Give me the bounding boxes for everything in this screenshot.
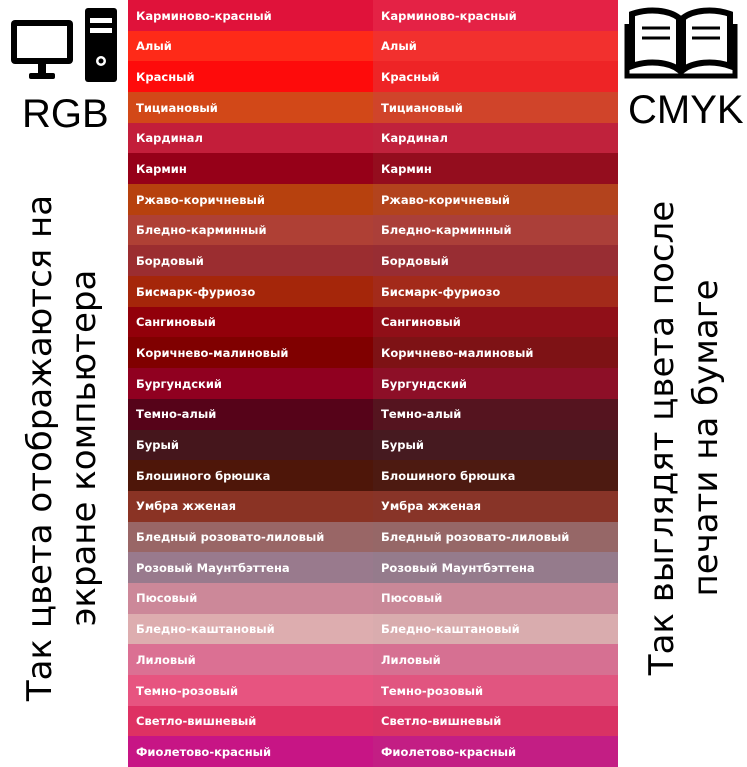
cmyk-color-name: Темно-розовый [381,683,484,698]
right-caption-line-1: Так выглядят цвета после [642,200,682,676]
color-row [128,552,618,583]
cmyk-swatch [373,675,618,706]
cmyk-swatch [373,399,618,430]
rgb-color-name: Бледный розовато-лиловый [136,530,325,545]
cmyk-swatch [373,644,618,675]
color-row [128,583,618,614]
cmyk-color-name: Лиловый [381,652,441,667]
rgb-swatch [128,491,373,522]
computer-icon [8,6,120,84]
rgb-swatch [128,430,373,461]
cmyk-color-name: Бисмарк-фуриозо [381,284,501,299]
rgb-label: RGB [22,92,109,136]
cmyk-swatch [373,337,618,368]
color-row [128,153,618,184]
rgb-swatch [128,368,373,399]
rgb-color-name: Сангиновый [136,315,216,330]
cmyk-swatch [373,368,618,399]
cmyk-swatch [373,583,618,614]
color-row [128,215,618,246]
color-row [128,614,618,645]
rgb-swatch [128,522,373,553]
rgb-swatch [128,153,373,184]
cmyk-color-name: Пюсовый [381,591,443,606]
rgb-color-name: Коричнево-малиновый [136,346,289,361]
color-comparison-table [128,0,618,767]
rgb-swatch [128,92,373,123]
color-row [128,736,618,767]
rgb-color-name: Бурый [136,438,179,453]
color-row [128,92,618,123]
rgb-swatch [128,184,373,215]
cmyk-color-name: Умбра жженая [381,499,482,514]
color-row [128,675,618,706]
cmyk-swatch [373,430,618,461]
cmyk-color-name: Кармин [381,161,432,176]
rgb-color-name: Алый [136,39,172,54]
right-caption-line-2: печати на бумаге [686,279,726,597]
rgb-swatch [128,61,373,92]
rgb-swatch [128,614,373,645]
rgb-swatch [128,337,373,368]
rgb-color-name: Бисмарк-фуриозо [136,284,256,299]
cmyk-swatch [373,215,618,246]
right-caption [640,201,728,675]
cmyk-swatch [373,92,618,123]
rgb-swatch [128,123,373,154]
cmyk-swatch [373,184,618,215]
rgb-swatch [128,706,373,737]
open-book-icon [624,4,738,80]
color-row [128,430,618,461]
rgb-color-name: Умбра жженая [136,499,237,514]
color-row [128,0,618,31]
color-row [128,491,618,522]
cmyk-swatch [373,552,618,583]
cmyk-swatch [373,123,618,154]
rgb-color-name: Бордовый [136,254,204,269]
rgb-color-name: Лиловый [136,652,196,667]
rgb-color-name: Темно-розовый [136,683,239,698]
rgb-color-name: Красный [136,69,195,84]
rgb-swatch [128,583,373,614]
rgb-swatch [128,460,373,491]
rgb-swatch [128,307,373,338]
cmyk-color-name: Темно-алый [381,407,462,422]
rgb-color-name: Фиолетово-красный [136,744,272,759]
cmyk-swatch [373,706,618,737]
cmyk-color-name: Сангиновый [381,315,461,330]
cmyk-color-name: Блошиного брюшка [381,468,516,483]
rgb-swatch [128,552,373,583]
cmyk-color-name: Светло-вишневый [381,714,502,729]
rgb-color-name: Светло-вишневый [136,714,257,729]
rgb-color-name: Пюсовый [136,591,198,606]
color-row [128,460,618,491]
color-row [128,399,618,430]
color-row [128,706,618,737]
rgb-color-name: Кардинал [136,131,203,146]
cmyk-color-name: Алый [381,39,417,54]
cmyk-swatch [373,153,618,184]
rgb-swatch [128,0,373,31]
cmyk-swatch [373,61,618,92]
cmyk-color-name: Бургундский [381,376,467,391]
rgb-swatch [128,399,373,430]
rgb-color-name: Ржаво-коричневый [136,192,265,207]
left-caption [18,195,106,701]
cmyk-swatch [373,307,618,338]
cmyk-color-name: Фиолетово-красный [381,744,517,759]
cmyk-swatch [373,522,618,553]
cmyk-color-name: Ржаво-коричневый [381,192,510,207]
cmyk-color-name: Тициановый [381,100,463,115]
rgb-color-name: Блошиного брюшка [136,468,271,483]
cmyk-color-name: Бледный розовато-лиловый [381,530,570,545]
color-row [128,31,618,62]
cmyk-color-name: Красный [381,69,440,84]
cmyk-swatch [373,736,618,767]
color-row [128,644,618,675]
cmyk-swatch [373,460,618,491]
left-caption-line-2: экране компьютера [64,269,104,627]
color-row [128,522,618,553]
rgb-swatch [128,644,373,675]
color-row [128,276,618,307]
cmyk-color-name: Карминово-красный [381,8,517,23]
cmyk-color-name: Бледно-каштановый [381,622,520,637]
cmyk-color-name: Бордовый [381,254,449,269]
cmyk-swatch [373,276,618,307]
color-row [128,61,618,92]
rgb-swatch [128,736,373,767]
cmyk-color-name: Кардинал [381,131,448,146]
rgb-color-name: Карминово-красный [136,8,272,23]
rgb-swatch [128,276,373,307]
rgb-color-name: Бледно-каштановый [136,622,275,637]
cmyk-swatch [373,31,618,62]
left-caption-line-1: Так цвета отображаются на [20,194,60,702]
rgb-color-name: Бургундский [136,376,222,391]
color-row [128,123,618,154]
rgb-color-name: Кармин [136,161,187,176]
color-row [128,368,618,399]
cmyk-color-name: Бурый [381,438,424,453]
cmyk-swatch [373,491,618,522]
cmyk-swatch [373,0,618,31]
rgb-swatch [128,675,373,706]
color-row [128,307,618,338]
cmyk-color-name: Бледно-карминный [381,223,512,238]
rgb-color-name: Тициановый [136,100,218,115]
cmyk-swatch [373,614,618,645]
rgb-color-name: Бледно-карминный [136,223,267,238]
color-row [128,184,618,215]
cmyk-color-name: Коричнево-малиновый [381,346,534,361]
rgb-color-name: Розовый Маунтбэттена [136,560,290,575]
color-row [128,245,618,276]
color-row [128,337,618,368]
rgb-swatch [128,245,373,276]
rgb-color-name: Темно-алый [136,407,217,422]
cmyk-swatch [373,245,618,276]
cmyk-label: CMYK [628,88,744,132]
cmyk-color-name: Розовый Маунтбэттена [381,560,535,575]
rgb-swatch [128,215,373,246]
rgb-swatch [128,31,373,62]
